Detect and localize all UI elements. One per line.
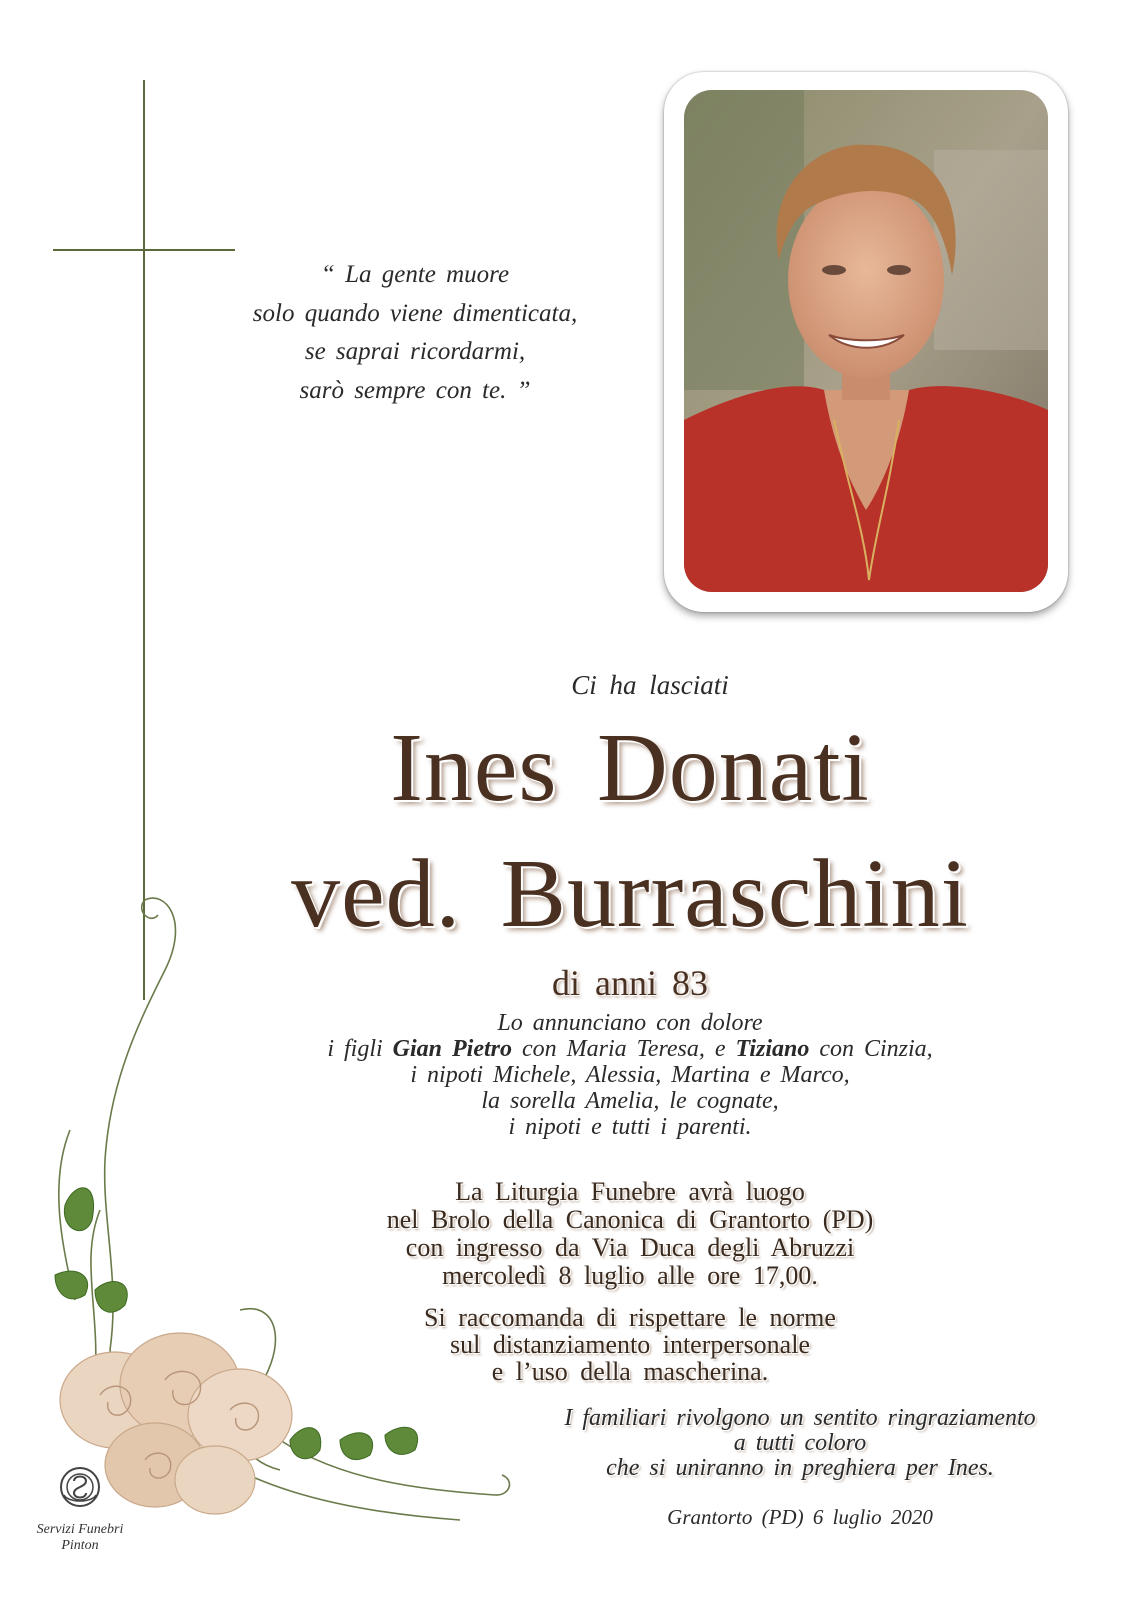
announcement-text: i figli	[327, 1036, 383, 1062]
funeral-logo-icon	[58, 1465, 102, 1509]
rules-line: e l’uso della mascherina.	[491, 1357, 769, 1386]
liturgy-line: nel Brolo della Canonica di Grantorto (PD)	[386, 1205, 874, 1234]
safety-rules	[250, 1304, 1010, 1385]
announcement	[200, 1010, 1060, 1140]
cross-horizontal-bar	[53, 249, 235, 251]
quote-line: “ La gente muore	[320, 261, 510, 288]
deceased-name: Ines Donati	[390, 714, 870, 822]
liturgy-info	[250, 1178, 1010, 1290]
announcement-line: Lo annunciano con dolore	[497, 1010, 763, 1036]
announcement-text: con Cinzia,	[819, 1036, 933, 1062]
rules-line: Si raccomanda di rispettare le norme	[424, 1303, 836, 1332]
announcement-text: con Maria Teresa, e	[522, 1036, 726, 1062]
portrait-photo-frame	[664, 72, 1068, 612]
thanks-message	[500, 1406, 1100, 1481]
liturgy-line: mercoledì 8 luglio alle ore 17,00.	[442, 1261, 818, 1290]
announcement-line	[200, 1036, 1060, 1062]
announcement-line: i nipoti Michele, Alessia, Martina e Marco,	[410, 1062, 850, 1088]
brand-name	[15, 1522, 145, 1554]
rules-line: sul distanziamento interpersonale	[449, 1330, 810, 1359]
thanks-line: che si uniranno in preghiera per Ines.	[606, 1455, 994, 1481]
brand-line: Pinton	[61, 1538, 99, 1553]
quote-line: se saprai ricordarmi,	[304, 338, 526, 365]
age: di anni 83	[552, 963, 708, 1003]
quote	[200, 256, 630, 410]
intro-text: Ci ha lasciati	[571, 670, 729, 700]
deceased-married-name: ved. Burraschini	[291, 840, 969, 948]
child-name: Tiziano	[735, 1036, 810, 1062]
announcement-line: la sorella Amelia, le cognate,	[481, 1088, 779, 1114]
child-name: Gian Pietro	[392, 1036, 512, 1062]
quote-line: sarò sempre con te. ”	[299, 376, 531, 404]
announcement-line: i nipoti e tutti i parenti.	[508, 1114, 752, 1140]
liturgy-line: con ingresso da Via Duca degli Abruzzi	[405, 1233, 855, 1262]
quote-line: solo quando viene dimenticata,	[252, 299, 578, 327]
liturgy-line: La Liturgia Funebre avrà luogo	[455, 1177, 805, 1206]
brand-line: Servizi Funebri	[36, 1522, 124, 1537]
thanks-line: a tutti coloro	[733, 1430, 867, 1456]
place-date: Grantorto (PD) 6 luglio 2020	[667, 1505, 933, 1529]
portrait-photo	[684, 90, 1048, 592]
thanks-line: I familiari rivolgono un sentito ringraziamento	[564, 1405, 1036, 1431]
